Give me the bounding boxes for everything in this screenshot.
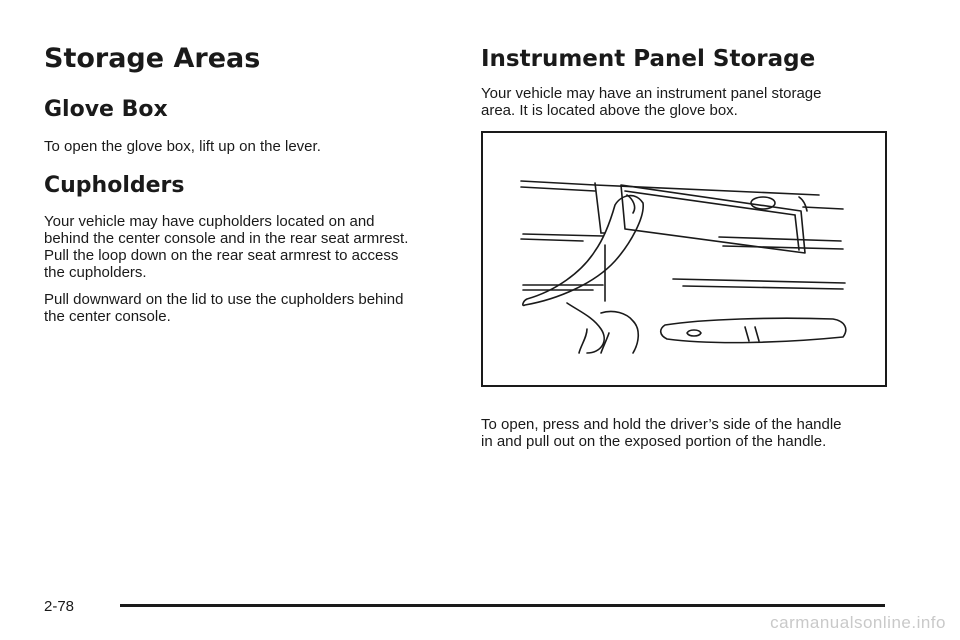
footer-divider [120,604,885,607]
instrument-panel-intro-line: Your vehicle may have an instrument panel storage [481,85,822,102]
cupholders-text-line: Your vehicle may have cupholders located on and [44,213,375,230]
instrument-panel-illustration [481,131,887,387]
cupholders-text-line: the center console. [44,308,171,325]
instrument-panel-outro-line: To open, press and hold the driver’s side of the handle [481,416,842,433]
page-number: 2-78 [44,598,75,615]
instrument-panel-outro-line: in and pull out on the exposed portion of the handle. [481,433,827,450]
page-title: Storage Areas [44,43,261,74]
glove-box-heading: Glove Box [44,97,168,122]
instrument-panel-heading: Instrument Panel Storage [481,46,816,72]
watermark: carmanualsonline.info [770,613,946,632]
glove-box-text: To open the glove box, lift up on the lever. [44,138,321,155]
cupholders-text-line: Pull downward on the lid to use the cupholders behind [44,291,404,308]
hand-pressing-handle-drawing [483,133,885,385]
cupholders-heading: Cupholders [44,173,185,198]
cupholders-text-line: behind the center console and in the rear seat armrest. [44,230,409,247]
cupholders-text-line: Pull the loop down on the rear seat armrest to access [44,247,399,264]
cupholders-text-line: the cupholders. [44,264,147,281]
instrument-panel-intro-line: area. It is located above the glove box. [481,102,738,119]
